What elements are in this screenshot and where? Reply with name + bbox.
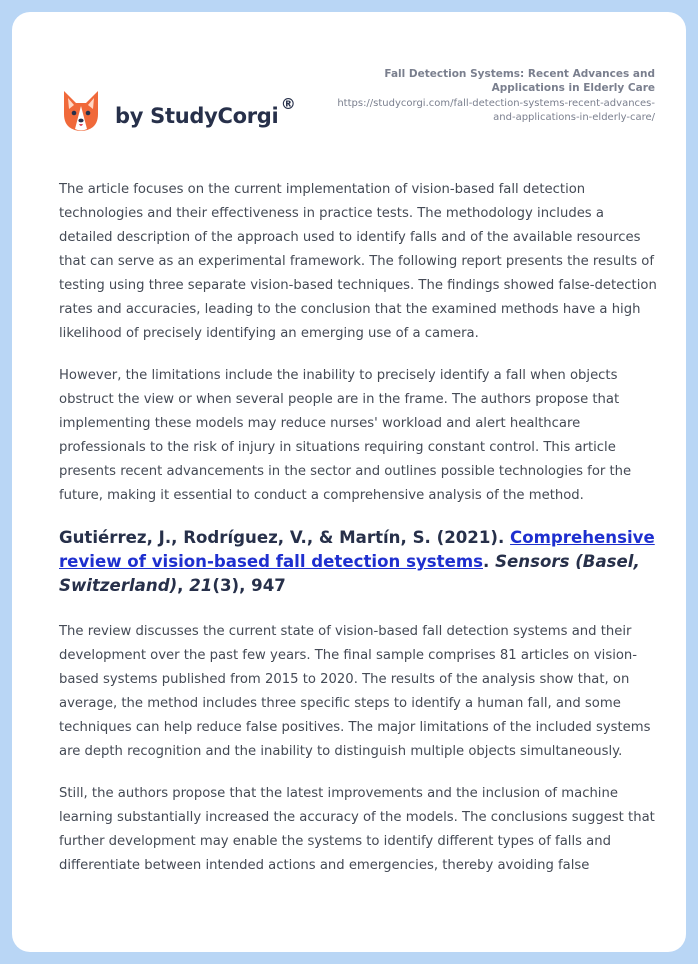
- citation-separator: .: [483, 552, 496, 571]
- citation-journal: Sensors (Basel, Switzerland): [59, 552, 640, 595]
- brand-name: [115, 95, 296, 128]
- citation-heading: [59, 526, 659, 598]
- brand-text: by StudyCorgi: [115, 104, 279, 128]
- paragraph: The article focuses on the current implementation of vision-based fall detection technologies and their effectiveness in practice tests. The methodology includes a detailed description of the approach used to identify falls and of the available resources that can serve as an experimental framework. The following report presents the results of testing using three separate vision-based techniques. The findings showed false-detection rates and accuracies, leading to the conclusion that the examined methods have a high likelihood of precisely identifying an emerging use of a camera.: [59, 182, 657, 341]
- citation-comma: ,: [177, 576, 190, 595]
- source-title: Fall Detection Systems: Recent Advances and Applications in Elderly Care: [384, 68, 655, 94]
- paragraph: However, the limitations include the inability to precisely identify a fall when objects obstruct the view or when several people are in the frame. The authors propose that implementing these models may reduce nurses' workload and alert healthcare professionals to the risk of injury in situations requiring constant control. This article presents recent advancements in the sector and outlines possible technologies for the future, making it essential to conduct a comprehensive analysis of the method.: [59, 368, 632, 503]
- registered-mark: ®: [280, 95, 296, 113]
- studycorgi-logo[interactable]: [61, 89, 296, 133]
- citation-issue-pages: (3), 947: [212, 576, 286, 595]
- citation-title-link[interactable]: Comprehensive review of vision-based fall detection systems: [59, 528, 655, 571]
- source-info: [335, 67, 655, 125]
- paragraph: The review discusses the current state of vision-based fall detection systems and their development over the past few years. The final sample comprises 81 articles on vision-based systems published from 2015 to 2020. The results of the analysis show that, on average, the method includes three specific steps to identify a human fall, and some techniques can help reduce false positives. The major limitations of the included systems are depth recognition and the inability to distinguish multiple objects simultaneously.: [59, 624, 651, 759]
- citation-volume: 21: [189, 576, 213, 595]
- paragraph: Still, the authors propose that the latest improvements and the inclusion of machine learning substantially increased the accuracy of the models. The conclusions suggest that further development may enable the systems to identify different types of falls and differentiate between intended actions and emergencies, thereby avoiding false: [59, 786, 655, 873]
- source-url[interactable]: https://studycorgi.com/fall-detection-systems-recent-advances-and-applications-in-elderly-care/: [337, 98, 655, 123]
- document-page: [12, 12, 686, 952]
- corgi-head-icon: [61, 89, 101, 133]
- citation-authors: Gutiérrez, J., Rodríguez, V., & Martín, S. (2021).: [59, 528, 511, 547]
- article-content: [59, 178, 659, 896]
